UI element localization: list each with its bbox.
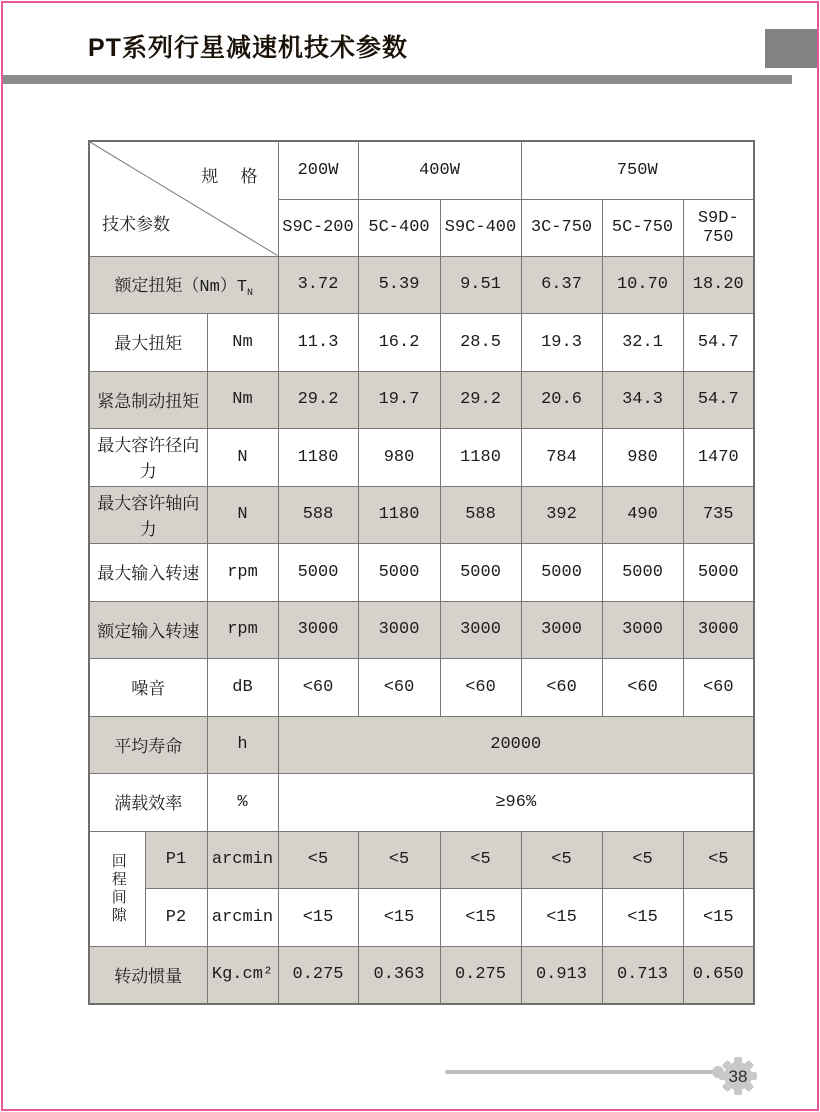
cell-value: 735: [683, 486, 754, 544]
row-unit: N: [207, 486, 278, 544]
row-unit: rpm: [207, 544, 278, 602]
row-unit: arcmin: [207, 831, 278, 889]
cell-value: 5000: [521, 544, 602, 602]
page-number: 38: [728, 1067, 748, 1086]
row-unit: Nm: [207, 371, 278, 429]
row-unit: arcmin: [207, 889, 278, 947]
row-label-max-axial-force: 最大容许轴向力: [89, 486, 207, 544]
cell-value: 980: [358, 429, 440, 487]
cell-value: 1180: [440, 429, 521, 487]
model-header: S9C-400: [440, 199, 521, 256]
cell-value: 11.3: [278, 314, 358, 372]
cell-value: 0.275: [278, 946, 358, 1004]
cell-value: 3000: [521, 601, 602, 659]
model-header: 5C-750: [602, 199, 683, 256]
row-unit: N: [207, 429, 278, 487]
cell-value: 5000: [683, 544, 754, 602]
cell-value: <5: [521, 831, 602, 889]
model-header: S9C-200: [278, 199, 358, 256]
model-header: S9D-750: [683, 199, 754, 256]
power-group-750w: 750W: [521, 141, 754, 199]
row-label-rotary-inertia: 转动惯量: [89, 946, 207, 1004]
header-corner-square: [765, 29, 817, 68]
cell-value: 0.650: [683, 946, 754, 1004]
corner-header-cell: [89, 141, 278, 256]
backlash-vertical-label: 回程间隙: [108, 852, 126, 925]
cell-value: 3000: [440, 601, 521, 659]
row-unit: dB: [207, 659, 278, 717]
cell-value: <15: [602, 889, 683, 947]
cell-value: 5000: [440, 544, 521, 602]
cell-value: <5: [358, 831, 440, 889]
diagonal-line: [90, 142, 278, 256]
row-label-emergency-brake-torque: 紧急制动扭矩: [89, 371, 207, 429]
cell-value: <15: [440, 889, 521, 947]
row-label-max-radial-force: 最大容许径向力: [89, 429, 207, 487]
cell-value: 54.7: [683, 371, 754, 429]
cell-value: 1470: [683, 429, 754, 487]
cell-value: <15: [358, 889, 440, 947]
cell-value: <5: [440, 831, 521, 889]
cell-value: 0.713: [602, 946, 683, 1004]
cell-value: 1180: [358, 486, 440, 544]
corner-param-label: 技术参数: [102, 216, 170, 236]
cell-value: 20.6: [521, 371, 602, 429]
page-number-gear-icon: [719, 1057, 757, 1095]
footer-rule-line: [445, 1070, 717, 1074]
cell-value: 784: [521, 429, 602, 487]
header-rule-bar: [3, 75, 792, 84]
row-label-rated-input-speed: 额定输入转速: [89, 601, 207, 659]
cell-value: <5: [278, 831, 358, 889]
cell-value: <15: [278, 889, 358, 947]
row-label-max-torque: 最大扭矩: [89, 314, 207, 372]
cell-value: 10.70: [602, 256, 683, 314]
cell-value: 19.3: [521, 314, 602, 372]
cell-value: 28.5: [440, 314, 521, 372]
cell-value: 5000: [602, 544, 683, 602]
row-label-noise: 噪音: [89, 659, 207, 717]
cell-value: 980: [602, 429, 683, 487]
cell-value: 29.2: [440, 371, 521, 429]
cell-value: 29.2: [278, 371, 358, 429]
cell-value: <60: [440, 659, 521, 717]
cell-value: <60: [358, 659, 440, 717]
spec-table: [88, 140, 755, 1005]
cell-value: 392: [521, 486, 602, 544]
cell-value: 5.39: [358, 256, 440, 314]
cell-value: <60: [602, 659, 683, 717]
cell-merged-value: 20000: [278, 716, 754, 774]
cell-value: 5000: [278, 544, 358, 602]
cell-value: 3000: [683, 601, 754, 659]
cell-value: 32.1: [602, 314, 683, 372]
power-group-400w: 400W: [358, 141, 521, 199]
cell-value: <15: [521, 889, 602, 947]
cell-value: 18.20: [683, 256, 754, 314]
cell-value: 6.37: [521, 256, 602, 314]
row-unit: h: [207, 716, 278, 774]
cell-value: <60: [683, 659, 754, 717]
cell-value: 3000: [358, 601, 440, 659]
cell-value: 19.7: [358, 371, 440, 429]
model-header: 5C-400: [358, 199, 440, 256]
row-label-text: 额定扭矩（Nm）T: [114, 277, 248, 297]
cell-value: 3000: [278, 601, 358, 659]
row-unit: Nm: [207, 314, 278, 372]
cell-value: 0.363: [358, 946, 440, 1004]
cell-value: <5: [602, 831, 683, 889]
cell-value: 490: [602, 486, 683, 544]
row-label-full-load-efficiency: 满载效率: [89, 774, 207, 832]
cell-value: 3.72: [278, 256, 358, 314]
cell-value: <5: [683, 831, 754, 889]
row-label-p1: P1: [145, 831, 207, 889]
row-label-average-life: 平均寿命: [89, 716, 207, 774]
cell-value: 1180: [278, 429, 358, 487]
cell-value: 0.913: [521, 946, 602, 1004]
cell-value: <60: [278, 659, 358, 717]
cell-value: 54.7: [683, 314, 754, 372]
cell-value: 3000: [602, 601, 683, 659]
cell-value: 0.275: [440, 946, 521, 1004]
row-label-max-input-speed: 最大输入转速: [89, 544, 207, 602]
row-unit: Kg.cm²: [207, 946, 278, 1004]
cell-value: <60: [521, 659, 602, 717]
cell-value: 588: [278, 486, 358, 544]
row-unit: rpm: [207, 601, 278, 659]
cell-value: <15: [683, 889, 754, 947]
row-label-p2: P2: [145, 889, 207, 947]
cell-value: 9.51: [440, 256, 521, 314]
cell-value: 16.2: [358, 314, 440, 372]
model-header: 3C-750: [521, 199, 602, 256]
row-label-subscript: N: [247, 287, 254, 299]
row-label-rated-torque: [89, 256, 278, 314]
cell-value: 588: [440, 486, 521, 544]
page-title: PT系列行星减速机技术参数: [88, 34, 408, 62]
row-unit: %: [207, 774, 278, 832]
cell-value: 5000: [358, 544, 440, 602]
row-group-backlash: [89, 831, 145, 946]
cell-merged-value: ≥96%: [278, 774, 754, 832]
corner-spec-label: 规 格: [201, 169, 264, 188]
cell-value: 34.3: [602, 371, 683, 429]
power-group-200w: 200W: [278, 141, 358, 199]
